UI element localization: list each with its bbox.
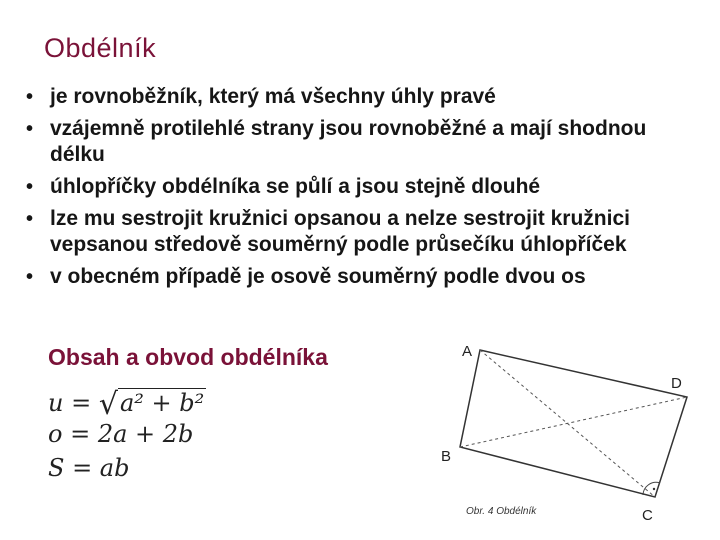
radical-sign: √ bbox=[98, 387, 118, 422]
vertex-label-d: D bbox=[671, 375, 682, 392]
right-angle-dot bbox=[653, 488, 655, 490]
vertex-label-b: B bbox=[441, 448, 452, 465]
list-item: • je rovnoběžník, který má všechny úhly pravé bbox=[22, 84, 702, 110]
list-item: • úhlopříčky obdélníka se půlí a jsou stejně dlouhé bbox=[22, 174, 702, 200]
list-item: • v obecném případě je osově souměrný podle dvou os bbox=[22, 264, 702, 290]
radicand: a² + b² bbox=[119, 389, 205, 417]
section-subtitle: Obsah a obvod obdélníka bbox=[48, 344, 328, 370]
perimeter-formula: o = 2a + 2b bbox=[48, 420, 194, 448]
vertex-label-c: C bbox=[642, 507, 653, 524]
vertex-label-a: A bbox=[462, 343, 473, 360]
rectangle-outline bbox=[460, 350, 687, 497]
area-formula: S = ab bbox=[48, 454, 130, 482]
diagonal-formula-lhs: u = bbox=[48, 389, 99, 417]
list-item: • vzájemně protilehlé strany jsou rovnoběžné a mají shodnou délku bbox=[22, 116, 702, 168]
slide-title: Obdélník bbox=[44, 33, 157, 63]
list-item: • lze mu sestrojit kružnici opsanou a nelze sestrojit kružnici vepsanou středově souměrný podle průsečíku úhlopříček bbox=[22, 206, 702, 258]
diagonal-bd bbox=[460, 397, 687, 447]
figure-caption: Obr. 4 Obdélník bbox=[466, 506, 537, 517]
